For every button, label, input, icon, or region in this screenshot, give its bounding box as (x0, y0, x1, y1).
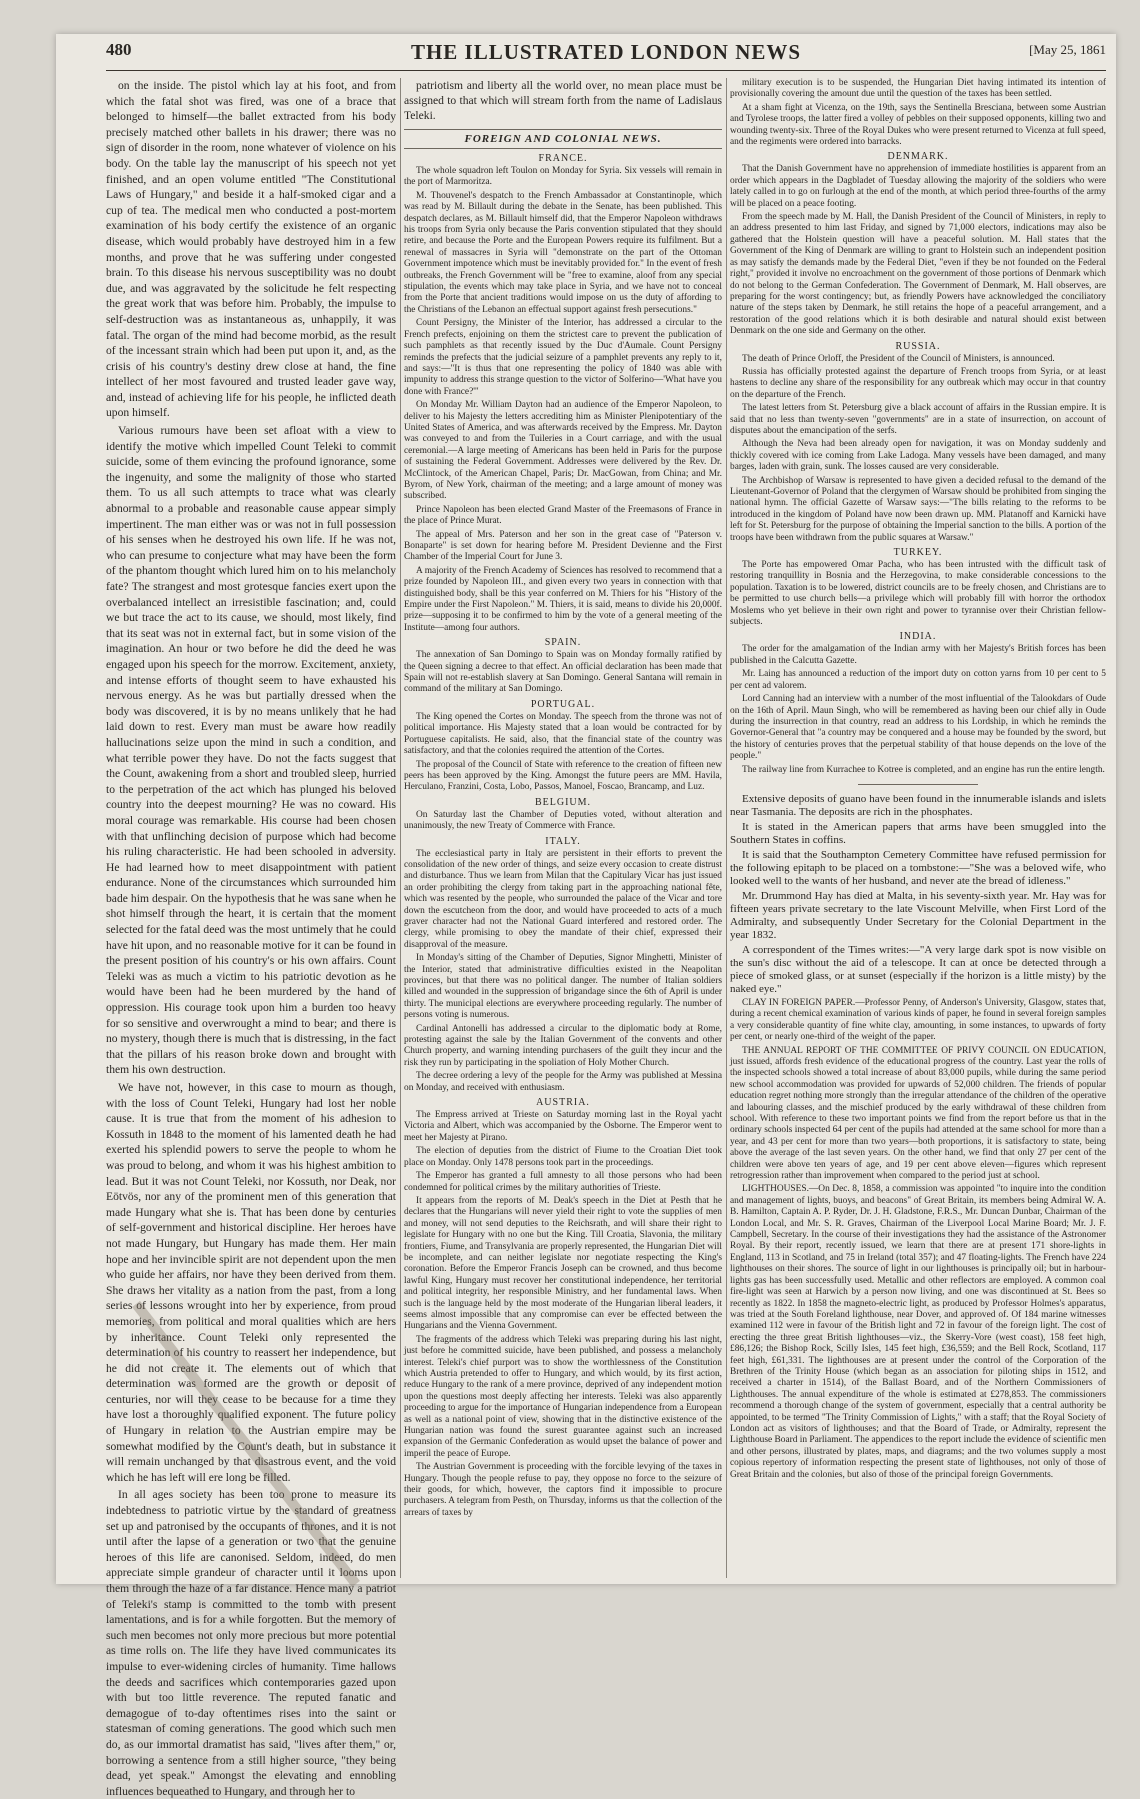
country-heading-denmark: DENMARK. (887, 151, 949, 163)
newspaper-page (56, 34, 1116, 1798)
news-item: The whole squadron left Toulon on Monday for Syria. Six vessels will remain in the port of Marmoritza. (404, 166, 722, 188)
news-item: From the speech made by M. Hall, the Danish President of the Council of Ministers, in reply to an address presented to him last Friday, and signed by 71,000 electors, indications may also be gathered that the Holstein question will have a peaceful solution. M. Hall states that the Government of the King of Denmark are willing to grant to Holstein such an independent position as may satisfy the demands made by the Federal Diet, "even if they be not founded on the Federal right," provided it involve no encroachment on the government of those portions of Denmark which do not belong to the German Confederation. The Government of Denmark, M. Hall observes, are preparing for the worst contingency; but, as friendly Powers have acknowledged the conciliatory nature of the steps taken by Denmark, he still retains the hope of a peaceful arrangement, and a restoration of the good relations which it is both desirable and natural should exist between Denmark on the one side and Germany on the other. (730, 212, 1106, 337)
news-item: The annexation of San Domingo to Spain was on Monday formally ratified by the Queen signing a decree to that effect. An official declaration has been made that Spain will not re-establish slavery at San Domingo. General Santana will remain in command of the military at San Domingo. (404, 650, 722, 695)
news-item: It appears from the reports of M. Deak's speech in the Diet at Pesth that he declares that the Hungarians will never yield their right to vote the supplies of men and money, will not send deputies to the Reichsrath, and will share their right to legislate for Hungary with no one but the King. Till Croatia, Slavonia, the military frontiers, Fiume, and Transylvania are properly represented, the Hungarian Diet will be incomplete, and can neither legislate nor negotiate respecting the King's coronation. Before the Emperor Francis Joseph can be crowned, and thus become lawful King, Hungary must recover her constitutional independence, her territorial and political integrity, her responsible Ministry, and her fundamental laws. When such is the language held by the most moderate of the Hungarian liberal leaders, it seems almost impossible that any compromise can ever be effected between the Hungarians and the Vienna Government. (404, 1195, 722, 1332)
news-item: M. Thouvenel's despatch to the French Ambassador at Constantinople, which was read by M. Billault during the debate in the Senate, has been published. This despatch declares, as M. Billault himself did, that the Emperor Napoleon withdraws his troops from Syria only because the Paris convention stipulated that they should retire, and because the Porte and the European Powers require its fulfilment. But a renewal of massacres in Syria will "demonstrate on the part of the Ottoman Government impotence which must be inevitably provided for." In the event of fresh outbreaks, the French Government will be "free to examine, aloof from any special stipulation, the events which may take place in Syria, and we have not to conceal from the Porte that ancient traditions would impose on us the duty of affording to the Christians of the Lebanon an effectual support against fresh persecutions." (404, 190, 722, 315)
column-rule (726, 78, 727, 1578)
article-paragraph: Various rumours have been set afloat with a view to identify the motive which impelled Count Teleki to commit suicide, some of them evincing the profound ignorance, some the ingenuity, and some the malignity of those who started them. To us all such attempts to trace what was clearly abnormal to a probable and reasonable cause appear simply impertinent. The man either was or was not in full possession of his senses when he destroyed his own life. If he was not, who can presume to conjecture what may have been the form of the phantom thought which lured him on to his melancholy fate? The strangest and most grotesque fancies exert upon the overbalanced intellect an irresistible fascination; and, could we but trace the act to its cause, we should, most likely, find that its seat was not in external fact, but in some vision of the imagination. An hour or two before he did the deed he was engaged upon his speech for the morrow. Excitement, anxiety, and intense efforts of thought seem to have exhausted his nervous energy. As he was but partially dressed when the body was discovered, it is by no means unlikely that he had laid down to rest. Every man must be aware how readily hallucinations seize upon the mind in such a condition, and what terrible power they have. Do not the facts suggest that the Count, awakening from a short and troubled sleep, hurried to the perpetration of the act which has plunged his beloved country into the deepest mourning? He was no coward. His moral courage was remarkable. His course had been chosen with that unflinching decision of purpose which had become his ruling characteristic. He had been schooled in adversity. He had learned how to meet disappointment with patient endurance. None of the circumstances which surrounded him bade him despair. On the hypothesis that he was sane when he shot himself through the heart, it is certain that the moment selected for the fatal deed was the most untimely that he could have hit upon, and no reasonable motive for it can be found in the present position of his country's or his own affairs. Count Teleki was as much a victim to his patriotic devotion as he would have been had he been murdered by the hand of oppression. His courage took upon him a burden too heavy for so sensitive and overwrought a mind to bear; and there is no mystery, though there is much that is distressing, in the fact that the pillars of his reason broke down and brought with them his own destruction. (106, 424, 397, 1077)
news-item: On Monday Mr. William Dayton had an audience of the Emperor Napoleon, to deliver to his Majesty the letters accrediting him as Minister Plenipotentiary of the United States of America, and was afterwards received by the Empress. Mr. Dayton was conveyed to and from the Tuileries in a Court carriage, and with the usual ceremonial.—A large meeting of Americans has been held in Paris for the purpose of sustaining the Federal Government. Addresses were delivered by the Rev. Dr. McClintock, of the American Chapel, Paris; Dr. MacGowan, from China; and Mr. Byrom, of New York, chairman of the meeting; and a large amount of money was subscribed. (404, 400, 722, 502)
country-heading-france: FRANCE. (538, 153, 588, 164)
country-heading-india: INDIA. (899, 631, 937, 643)
news-item: The Austrian Government is proceeding with the forcible levying of the taxes in Hungary. Though the people refuse to pay, they oppose no force to the seizure of their goods, for which, however, the captors find it impossible to procure purchasers. A telegram from Pesth, on Thursday, informs us that the collection of the arrears of taxes by (404, 1462, 722, 1518)
news-item: The order for the amalgamation of the Indian army with her Majesty's British forces has been published in the Calcutta Gazette. (730, 644, 1106, 666)
column-foreign-news (404, 78, 722, 1578)
news-item: Cardinal Antonelli has addressed a circular to the diplomatic body at Rome, protesting against the sale by the Italian Government of the convents and other Church property, and warning intending purchasers of the guilt they incur and the risk they run by participating in the spoliation of Holy Mother Church. (404, 1023, 722, 1068)
news-item: The decree ordering a levy of the people for the Army was published at Messina on Monday, and received with enthusiasm. (404, 1071, 722, 1093)
article-paragraph: We have not, however, in this case to mourn as though, with the loss of Count Teleki, Hungary had lost her noble cause. It is true that from the moment of his adhesion to Kossuth in 1848 to the moment of his lamented death he had exerted his splendid powers to serve the people to whom he was proud to belong, and whom it was his highest ambition to lead. But it was not Count Teleki, nor Kossuth, nor Deak, nor Eötvös, nor any of the prominent men of this generation that made Hungary what she is. That has been done by centuries of self-government and historical discipline. Her heroes have not made Hungary, but Hungary has made them. Her main hope and her invincible spirit are not dependent upon the men who guide her affairs, nor have they been derived from them. She draws her vitality as a nation from the past, from a long series of lessons wrought into her by experience, from proud memories, from political and moral qualities which are hers by inheritance. Count Teleki only represented the determination of his country to reassert her independence, but he did not create it. The elements out of which that determination was formed are the growth or deposit of centuries, nor will they cease to be because for a time they have lost a thoroughly qualified exponent. The future policy of Hungary in relation to the Austrian empire may be somewhat modified by the Count's death, but in substance it will remain unchanged by that disastrous event, and the void which he has left will ere long be filled. (106, 1081, 396, 1484)
news-item: Mr. Laing has announced a reduction of the import duty on cotton yarns from 10 per cent to 5 per cent ad valorem. (730, 669, 1106, 691)
article-paragraph: patriotism and liberty all the world over, no mean place must be assigned to that which will stream forth from the name of Ladislaus Teleki. (404, 79, 722, 122)
country-heading-belgium: BELGIUM. (534, 796, 592, 808)
news-item: Extensive deposits of guano have been found in the innumerable islands and islets near Tasmania. The deposits are rich in the phosphates. (730, 792, 1106, 818)
newspaper-title: THE ILLUSTRATED LONDON NEWS (410, 40, 802, 64)
news-item: Prince Napoleon has been elected Grand Master of the Freemasons of France in the place of Prince Murat. (404, 504, 722, 527)
news-item: Count Persigny, the Minister of the Interior, has addressed a circular to the French prefects, enjoining on them the strictest care to prevent the publication of such pamphlets as that recently issued by the Duc d'Aumale. Count Persigny reminds the prefects that the judicial seizure of a pamphlet prevents any reply to it, and says:—"It is thus that one representing the policy of 1840 was able with impunity to address this strange question to the victor of Solferino—'What have you done with France?'" (404, 318, 722, 397)
news-item: The appeal of Mrs. Paterson and her son in the great case of "Paterson v. Bonaparte" is set down for hearing before M. President Devienne and the First Chamber of the Imperial Court for June 3. (404, 529, 722, 563)
news-item: LIGHTHOUSES.—On Dec. 8, 1858, a commission was appointed "to inquire into the condition and management of lights, buoys, and beacons" of Great Britain, its members being Admiral W. A. B. Hamilton, Captain A. P. Ryder, Dr. J. H. Gladstone, F.R.S., Mr. Duncan Dunbar, Chairman of the London Local, and Mr. S. R. Graves, Chairman of the Liverpool Local Marine Board; Mr. J. F. Campbell, Secretary. In the course of their investigations they had the assistance of the Astronomer Royal. By their report, recently issued, we learn that there are at present 171 shore-lights in England, 113 in Scotland, and 75 in Ireland (total 357); and 47 floating-lights. The French have 224 lighthouses on their shores. The source of light in our lighthouses is principally oil; but in harbour-lights gas has been successfully used. Metallic and other reflectors are employed. A common coal fire-light was seen at Harwich by a person now living, and one was discontinued at St. Bees so recently as 1822. In 1858 the magneto-electric light, as produced by Professor Holmes's apparatus, was tried at the South Foreland lighthouse, near Dover, and approved of. Of 184 marine witnesses examined 112 were in favour of the British light and 72 in favour of the foreign light. The cost of erecting the three great British lighthouses—viz., the Skerry-Vore (west coast), 158 feet high, £86,126; the Bishop Rock, Scilly Isles, 145 feet high, £36,559; and the Bell Rock, Scotland, 117 feet high, £61,331. The lighthouses are at present under the control of the Corporation of the Brethren of the Trinity House (which began as an association for piloting ships in 1512, and received a charter in 1514), of the Ballast Board, and of the Northern Commissioners of Lighthouses. The annual expenditure of the whole is estimated at £278,853. The commissioners recommend a thorough change of the system of government, especially that a central authority be appointed, to be termed "The Trinity Commission of Lights," with a staff; that the Royal Society of London act as visitors of lighthouses; and that the Board of Trade, or Admiralty, represent the Lighthouse Board in Parliament. The appendices to the report include the evidence of scientific men and other persons, illustrated by plates, maps, and diagrams; and the two volumes supply a most copious repertory of information respecting the present state of lighthouses, not only of those of Great Britain and the colonies, but also of those of the principal foreign Governments. (730, 1184, 1107, 1480)
news-item: On Saturday last the Chamber of Deputies voted, without alteration and unanimously, the new Treaty of Commerce with France. (404, 809, 722, 832)
news-item: The Archbishop of Warsaw is represented to have given a decided refusal to the demand of the Lieutenant-Governor of Poland that the clergymen of Warsaw should be prohibited from singing the national hymn. The official Gazette of Warsaw says:—"The bills relating to the reforms to be introduced in the kingdom of Poland have now been drawn up. MM. Platanoff and Karnicki have left for St. Petersburg for the purpose of obtaining the Imperial sanction to the bills. A portion of the troops have been withdrawn from the public squares at Warsaw." (730, 475, 1106, 543)
article-paragraph: In all ages society has been too prone to measure its indebtedness to patriotic virtue by the standard of greatness set up and patronised by the occupants of thrones, and it is not until after the lapse of a generation or two that the genuine heroes of this life are canonised. Seldom, indeed, do men appreciate simple grandeur of character until it looms upon them through the haze of a far distance. Hence many a patriot of Teleki's stamp is committed to the tomb with present lamentations, and is for a while forgotten. But the memory of such men becomes not only more precious but more potential as time rolls on. The life they have lived communicates its impulse to ever-widening circles of humanity. Time hallows the deeds and sacrifices which contemporaries gazed upon with but too little reverence. The reputed fanatic and demagogue of to-day oftentimes rises into the saint or statesman of coming generations. The good which such men do, as our immortal dramatist has said, "lives after them," or, borrowing a sentence from a still higher source, "they being dead, yet speak." Amongst the elevating and ennobling influences bequeathed to Hungary, and through her to (106, 1488, 396, 1798)
country-heading-austria: AUSTRIA. (536, 1097, 590, 1109)
news-item: At a sham fight at Vicenza, on the 19th, says the Sentinella Bresciana, between some Austrian and Tyrolese troops, the latter fired a volley of pebbles on their supposed opponents, killing two and wounding twenty-six. Three of the Royal Dukes who were present returned to Vicenza at full speed, and the regiments were ordered into barracks. (730, 102, 1106, 148)
section-heading: FOREIGN AND COLONIAL NEWS. (404, 129, 722, 149)
news-item: The ecclesiastical party in Italy are persistent in their efforts to prevent the consolidation of the new order of things, and seize every occasion to create distrust and disturbance. Thus we learn from Milan that the Capitulary Vicar has just issued an order prohibiting the clergy from taking part in the approaching national fête, which was resented by the people, who surrounded the palace of the Vicar and tore down the escutcheon from the door, and would have proceeded to acts of a much graver character had not the National Guard interfered and restored order. The clergy, while promising to obey the mandate of their chief, expressed their disapproval of the measure. (404, 848, 722, 950)
news-item: A correspondent of the Times writes:—"A very large dark spot is now visible on the sun's disc without the aid of a telescope. It can at once be detected through a piece of smoked glass, or at sunset (especially if the horizon is a little misty) by the naked eye." (730, 943, 1106, 995)
news-item: In Monday's sitting of the Chamber of Deputies, Signor Minghetti, Minister of the Interior, stated that administrative difficulties existed in the Neapolitan provinces, but that there was no political danger. The number of Italian soldiers killed and wounded in the suppression of brigandage since the 6th of April is under thirty. The municipal elections are everywhere proceeding regularly. The number of persons voting is numerous. (404, 953, 722, 1021)
news-item: A majority of the French Academy of Sciences has resolved to recommend that a prize founded by Napoleon III., and given every two years in connection with that distinguished body, shall be this year conferred on M. Thiers for his "History of the Empire under the First Napoleon." M. Thiers, it is said, means to divide his 20,000f. prize—supposing it to be confirmed to him by the vote of a general meeting of the Institute—among four authors. (404, 565, 722, 633)
news-item: That the Danish Government have no apprehension of immediate hostilities is apparent from an order which appears in the Dagbladet of Tuesday allowing the majority of the soldiers who were lately called in to go on furlough at the end of the month, at which period three-fourths of the army will be placed on a peace footing. (730, 164, 1106, 209)
news-item: The death of Prince Orloff, the President of the Council of Ministers, is announced. (742, 353, 1055, 364)
news-item: THE ANNUAL REPORT OF THE COMMITTEE OF PRIVY COUNCIL ON EDUCATION, just issued, affords fresh evidence of the educational progress of the country. Last year the rolls of the inspected schools showed a total increase of about 83,000 pupils, while during the same period new school accommodation was provided for upwards of 52,000 children. The friends of popular education regret nothing more strongly than the irregular attendance of the children of the operative and labouring classes, and the mischief produced by the early withdrawal of these children from school. With reference to these two important points we find from the report before us that in the ordinary schools inspected 64 per cent of the pupils had attended at the same school for more than a year, and 43 per cent for more than two years—both proportions, it is satisfactory to state, being above the average of the last seven years. On the other hand, we find that only 27 per cent of the children were above ten years of age, and 19 per cent above eleven—figures which represent retrogression rather than improvement when compared to the period just at school. (730, 1045, 1106, 1182)
news-item: military execution is to be suspended, the Hungarian Diet having intimated its intention of provisionally covering the amount due until the question of the taxes has been settled. (730, 78, 1106, 100)
country-heading-russia: RUSSIA. (895, 340, 941, 352)
issue-date: [May 25, 1861 (1029, 42, 1106, 57)
news-item: Although the Neva had been already open for navigation, it was on Monday suddenly and thickly covered with ice coming from Lake Ladoga. Many vessels have been damaged, and many barges, laden with grain, sunk. The losses caused are very considerable. (730, 439, 1106, 473)
news-item: It is stated in the American papers that arms have been smuggled into the Southern States in coffins. (730, 820, 1106, 846)
news-item: It is said that the Southampton Cemetery Committee have refused permission for the following epitaph to be placed on a tombstone:—"She was a beloved wife, who looked well to the wants of her husband, and never ate the bread of idleness." (730, 848, 1106, 887)
news-item: Russia has officially protested against the departure of French troops from Syria, or at least hastens to decline any share of the responsibility for any outbreak which may occur in that country on the departure of the French. (730, 366, 1106, 400)
masthead (106, 40, 1106, 70)
news-item: The fragments of the address which Teleki was preparing during his last night, just before he committed suicide, have been published, and possess a melancholy interest. Teleki's chief purport was to show the worthlessness of the Constitution which Austria pretended to offer to Hungary, and which would, by its first action, reduce Hungary to the rank of a mere province, deprived of any independent motion upon the questions most deeply affecting her interests. Teleki was also apparently proceeding to argue for the importance of Hungarian independence from a European as well as a national point of view, showing that in the distinctive existence of the Hungarian nation was found the surest guarantee against such an increased expansion of the Germanic Confederation as would upset the balance of power and imperil the peace of Europe. (404, 1334, 722, 1459)
news-item: Lord Canning had an interview with a number of the most influential of the Talookdars of Oude on the 16th of April. Maun Singh, who will be remembered as having been our chief ally in Oude during the insurrection in that country, read an address to his Lordship, in which he reminds the Governor-General that "a country may be conquered and a house may be founded by the sword, but the history of centuries proves that the perpetual stability of that house depends on the love of the people." (730, 694, 1106, 762)
country-heading-portugal: PORTUGAL. (530, 698, 596, 710)
column-news-continued (730, 78, 1106, 1578)
news-item: The election of deputies from the district of Fiume to the Croatian Diet took place on Monday. Only 1478 persons took part in the proceedings. (404, 1146, 722, 1168)
news-item: The railway line from Kurrachee to Kotree is completed, and an engine has run the entire length. (742, 764, 1105, 775)
country-heading-spain: SPAIN. (544, 637, 582, 649)
page-number: 480 (106, 40, 132, 59)
news-item: The Empress arrived at Trieste on Saturday morning last in the Royal yacht Victoria and Albert, which was accompanied by the Osborne. The Emperor went to meet her Majesty at Pirano. (404, 1110, 722, 1143)
news-item: The King opened the Cortes on Monday. The speech from the throne was not of political importance. His Majesty stated that a loan would be contracted for by Portuguese capitalists. He said, also, that the financial state of the country was satisfactory, and that the colonies required the attention of the Cortes. (404, 711, 722, 757)
column-rule (400, 78, 401, 1578)
news-item: The Porte has empowered Omar Pacha, who has been intrusted with the difficult task of restoring tranquillity in Bosnia and the Herzegovina, to make considerable concessions to the population. Taxation is to be lowered, district councils are to be freely chosen, and Christians are to be permitted to use church bells—a privilege which will probably fill with horror the orthodox Moslems who yet believe in their own right and power to tyrannise over their Christian fellow-subjects. (730, 560, 1106, 628)
news-item: The Emperor has granted a full amnesty to all those persons who had been condemned for political crimes by the military authorities of Trieste. (404, 1171, 722, 1193)
news-item: CLAY IN FOREIGN PAPER.—Professor Penny, of Anderson's University, Glasgow, states that, during a recent chemical examination of various kinds of paper, he found in several foreign samples a very considerable quantity of fine white clay, amounting, in some instances, to upwards of forty per cent, or nearly one-third of the weight of the paper. (730, 997, 1106, 1043)
news-item: The latest letters from St. Petersburg give a black account of affairs in the Russian empire. It is said that no less than twenty-seven "governments" are in a state of insurrection, on account of disputes about the emancipation of the serfs. (730, 403, 1106, 436)
news-item: Mr. Drummond Hay has died at Malta, in his seventy-sixth year. Mr. Hay was for fifteen years private secretary to the late Viscount Melville, when First Lord of the Admiralty, and subsequently Under Secretary for the Colonial Department in the year 1832. (730, 889, 1106, 941)
column-teleki-article (106, 78, 397, 1798)
section-divider (858, 784, 978, 785)
header-rule (106, 70, 1106, 71)
country-heading-italy: ITALY. (545, 835, 581, 847)
country-heading-turkey: TURKEY. (893, 547, 943, 559)
news-item: The proposal of the Council of State with reference to the creation of fifteen new peers has been approved by the King. Amongst the future peers are MM. Havila, Herculano, Franzini, Costa, Lobo, Passos, Manoel, Foscao, Brancamp, and Luz. (404, 759, 722, 793)
article-paragraph: on the inside. The pistol which lay at his foot, and from which the fatal shot was fired, was one of a brace that belonged to himself—the ballet extracted from his body precisely matched other ballets in his drawer; there was no sign of disorder in the room, none whatever of violence on his body. On the table lay the manuscript of his speech not yet finished, and an open volume entitled "The Constitutional Laws of Hungary," and beside it a half-smoked cigar and a cup of tea. The medical men who conducted a post-mortem examination of his body certify the existence of an organic disease, which would probably have destroyed him in a few months, and prove that he was suffering under congested brain. To this disease his nervous susceptibility was no doubt due, and was aggravated by the solicitude he felt respecting the great work that was before him. Probably, the impulse to self-destruction was as instantaneous as, unhappily, it was fatal. The organ of the mind had become morbid, as the result of the incessant strain which had been put upon it, and, as the crisis of his country's destiny drew close at hand, the fine intellect of her most favoured and trusted leader gave way, and, instead of achieving life for his people, he inflicted death upon himself. (106, 79, 396, 420)
